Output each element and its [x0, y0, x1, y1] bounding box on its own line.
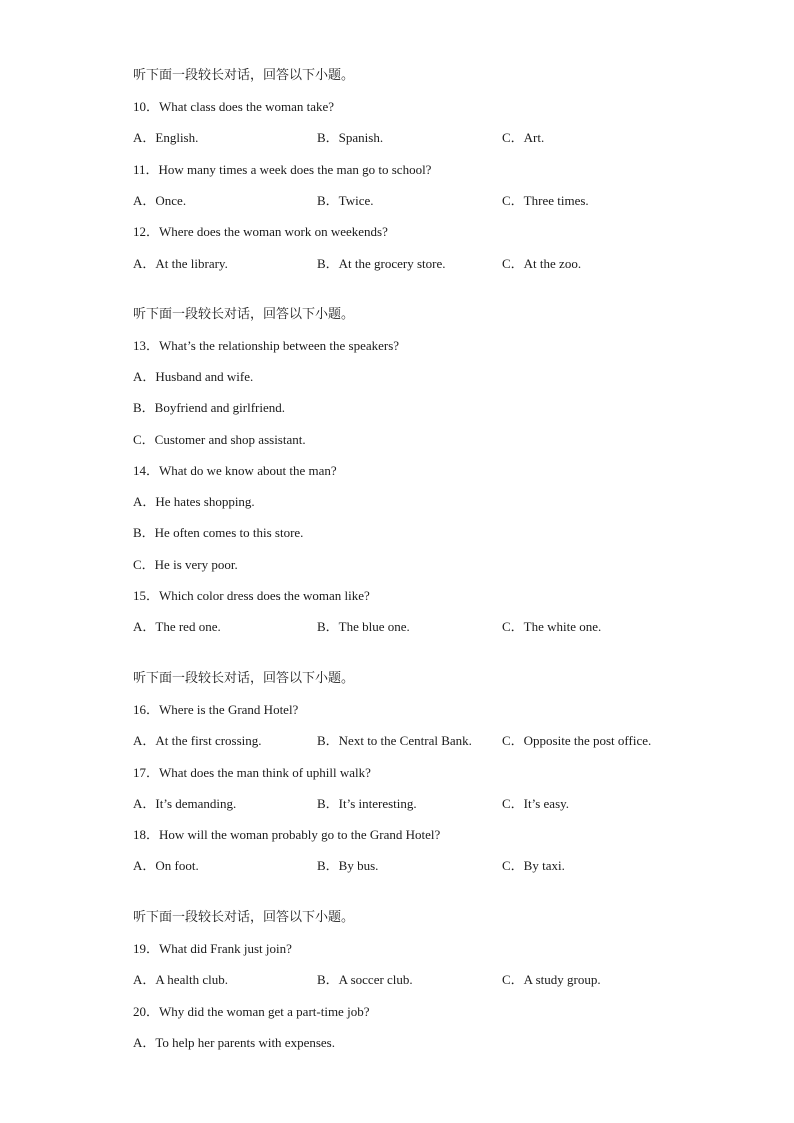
option-19b: B．A soccer club.	[317, 972, 413, 987]
section-heading: 听下面一段较长对话，回答以下小题。	[133, 68, 355, 83]
option-17b: B．It’s interesting.	[317, 796, 417, 811]
option-16b: B．Next to the Central Bank.	[317, 733, 472, 748]
option-12a: A．At the library.	[133, 256, 228, 271]
option-14c: C．He is very poor.	[133, 557, 238, 572]
question-19: 19．What did Frank just join?	[133, 941, 292, 956]
option-10b: B．Spanish.	[317, 130, 384, 145]
question-11: 11．How many times a week does the man go to school?	[133, 162, 432, 177]
question-15: 15．Which color dress does the woman like?	[133, 588, 370, 603]
question-13: 13．What’s the relationship between the speakers?	[133, 338, 400, 353]
question-16: 16．Where is the Grand Hotel?	[133, 702, 299, 717]
section-heading: 听下面一段较长对话，回答以下小题。	[133, 307, 355, 322]
option-13c: C．Customer and shop assistant.	[133, 432, 306, 447]
option-13a: A．Husband and wife.	[133, 369, 254, 384]
section-heading: 听下面一段较长对话，回答以下小题。	[133, 671, 355, 686]
question-20: 20．Why did the woman get a part-time job?	[133, 1004, 370, 1019]
option-18a: A．On foot.	[133, 858, 199, 873]
option-16a: A．At the first crossing.	[133, 733, 262, 748]
option-15b: B．The blue one.	[317, 619, 410, 634]
option-17a: A．It’s demanding.	[133, 796, 237, 811]
option-11c: C．Three times.	[502, 193, 589, 208]
option-15a: A．The red one.	[133, 619, 221, 634]
option-19c: C．A study group.	[502, 972, 601, 987]
option-16c: C．Opposite the post office.	[502, 733, 652, 748]
option-11a: A．Once.	[133, 193, 187, 208]
option-14b: B．He often comes to this store.	[133, 525, 304, 540]
option-10a: A．English.	[133, 130, 199, 145]
option-18c: C．By taxi.	[502, 858, 565, 873]
question-12: 12．Where does the woman work on weekends?	[133, 224, 388, 239]
question-17: 17．What does the man think of uphill walk?	[133, 765, 371, 780]
option-12c: C．At the zoo.	[502, 256, 582, 271]
option-17c: C．It’s easy.	[502, 796, 570, 811]
section-heading: 听下面一段较长对话，回答以下小题。	[133, 910, 355, 925]
option-15c: C．The white one.	[502, 619, 602, 634]
option-10c: C．Art.	[502, 130, 545, 145]
option-20a: A．To help her parents with expenses.	[133, 1035, 335, 1050]
option-11b: B．Twice.	[317, 193, 374, 208]
question-14: 14．What do we know about the man?	[133, 463, 337, 478]
question-10: 10．What class does the woman take?	[133, 99, 335, 114]
option-19a: A．A health club.	[133, 972, 228, 987]
option-14a: A．He hates shopping.	[133, 494, 255, 509]
option-18b: B．By bus.	[317, 858, 379, 873]
question-18: 18．How will the woman probably go to the Grand Hotel?	[133, 827, 441, 842]
option-13b: B．Boyfriend and girlfriend.	[133, 400, 285, 415]
option-12b: B．At the grocery store.	[317, 256, 446, 271]
